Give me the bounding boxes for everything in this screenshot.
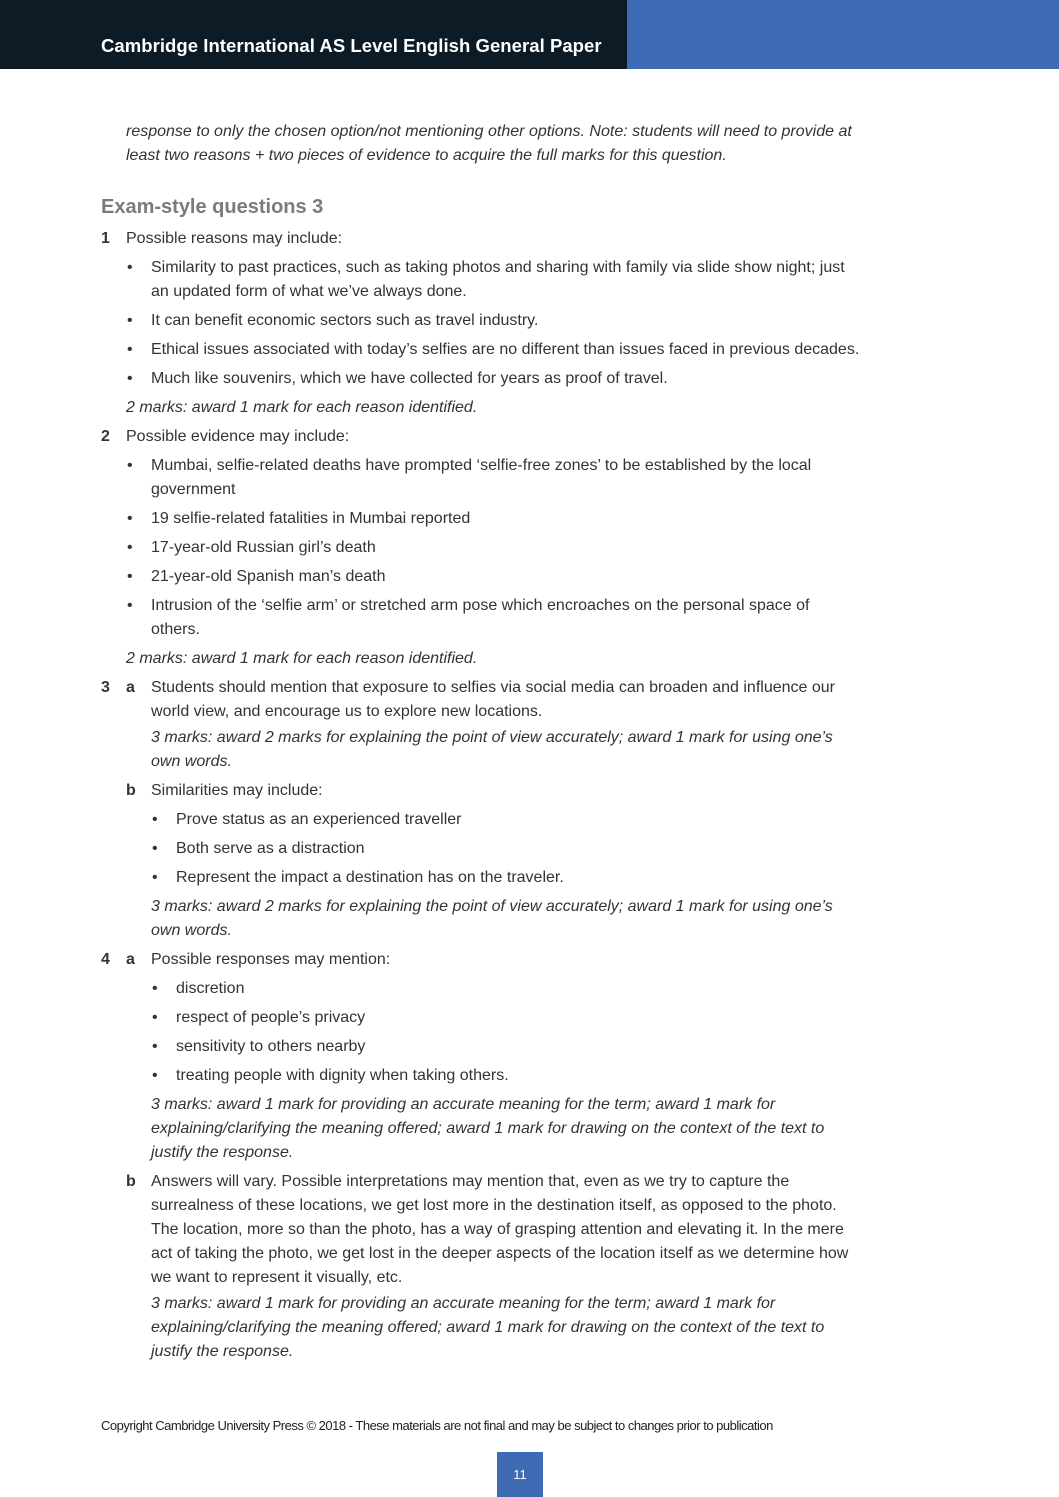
question-4b — [126, 1170, 861, 1364]
question-2 — [101, 425, 861, 671]
list-item: • Prove status as an experienced traveller — [151, 808, 861, 832]
list-item: • 21-year-old Spanish man’s death — [126, 565, 861, 589]
list-item: • It can benefit economic sectors such as travel industry. — [126, 309, 861, 333]
question-3a — [126, 676, 861, 774]
list-item: • treating people with dignity when taking others. — [151, 1064, 861, 1088]
page-number: 11 — [497, 1452, 543, 1497]
list-item: • Much like souvenirs, which we have collected for years as proof of travel. — [126, 367, 861, 391]
marks-note: 3 marks: award 1 mark for providing an accurate meaning for the term; award 1 mark for explaining/clarifying the meaning offered; award 1 mark for drawing on the context of the text to justify the response. — [151, 1295, 825, 1360]
part-text: Possible responses may mention: — [151, 951, 391, 968]
part-text: Similarities may include: — [151, 782, 323, 799]
marks-note: 3 marks: award 2 marks for explaining the point of view accurately; award 1 mark for using one’s own words. — [151, 898, 833, 939]
header-title: Cambridge International AS Level English General Paper — [101, 35, 602, 56]
question-number: 3 — [101, 679, 110, 696]
question-3b — [126, 779, 861, 943]
intro-note: response to only the chosen option/not mentioning other options. Note: students will need to provide at least two reasons + two pieces of evidence to acquire the full marks for this question. — [126, 123, 852, 164]
part-letter: a — [126, 951, 135, 968]
question-number: 1 — [101, 230, 110, 247]
marks-note: 3 marks: award 1 mark for providing an accurate meaning for the term; award 1 mark for explaining/clarifying the meaning offered; award 1 mark for drawing on the context of the text to justify the response. — [151, 1096, 825, 1161]
question-text: Possible reasons may include: — [126, 230, 343, 247]
marks-note: 2 marks: award 1 mark for each reason identified. — [126, 650, 478, 667]
list-item: • 17-year-old Russian girl’s death — [126, 536, 861, 560]
question-4a — [126, 948, 861, 1165]
list-item: • 19 selfie-related fatalities in Mumbai reported — [126, 507, 861, 531]
list-item: • Intrusion of the ‘selfie arm’ or stretched arm pose which encroaches on the personal space of others. — [126, 594, 861, 642]
part-text: Students should mention that exposure to selfies via social media can broaden and influence our world view, and encourage us to explore new locations. — [151, 679, 835, 720]
header-blue-band — [627, 0, 1059, 69]
list-item: • Similarity to past practices, such as taking photos and sharing with family via slide show night; just an updated form of what we’ve always done. — [126, 256, 861, 304]
list-item: • Both serve as a distraction — [151, 837, 861, 861]
part-letter: b — [126, 1173, 136, 1190]
marks-note: 2 marks: award 1 mark for each reason identified. — [126, 399, 478, 416]
page-content — [101, 120, 861, 1364]
marks-note: 3 marks: award 2 marks for explaining the point of view accurately; award 1 mark for using one’s own words. — [151, 729, 833, 770]
list-item: • Ethical issues associated with today’s selfies are no different than issues faced in previous decades. — [126, 338, 861, 362]
list-item: • sensitivity to others nearby — [151, 1035, 861, 1059]
question-number: 4 — [101, 951, 110, 968]
list-item: • Represent the impact a destination has on the traveler. — [151, 866, 861, 890]
section-title: Exam-style questions 3 — [101, 196, 324, 218]
part-letter: a — [126, 679, 135, 696]
question-text: Possible evidence may include: — [126, 428, 350, 445]
question-number: 2 — [101, 428, 110, 445]
bullet-list — [151, 977, 861, 1088]
list-item: • Mumbai, selfie-related deaths have prompted ‘selfie-free zones’ to be established by the local government — [126, 454, 861, 502]
question-4 — [101, 948, 861, 1364]
list-item: • respect of people’s privacy — [151, 1006, 861, 1030]
question-3 — [101, 676, 861, 943]
list-item: • discretion — [151, 977, 861, 1001]
footer-copyright: Copyright Cambridge University Press © 2018 - These materials are not final and may be subject to changes prior to publication — [101, 1418, 773, 1433]
bullet-list — [126, 454, 861, 642]
part-text: Answers will vary. Possible interpretations may mention that, even as we try to capture the surrealness of these locations, we get lost more in the destination itself, as opposed to the photo. The location, more so than the photo, has a way of grasping attention and elevating it. In the mere act of taking the photo, we get lost in the deeper aspects of the location itself as we determine how we want to represent it visually, etc. — [151, 1173, 849, 1286]
part-letter: b — [126, 782, 136, 799]
header-bar — [0, 0, 1059, 69]
bullet-list — [151, 808, 861, 890]
bullet-list — [126, 256, 861, 391]
question-1 — [101, 227, 861, 420]
